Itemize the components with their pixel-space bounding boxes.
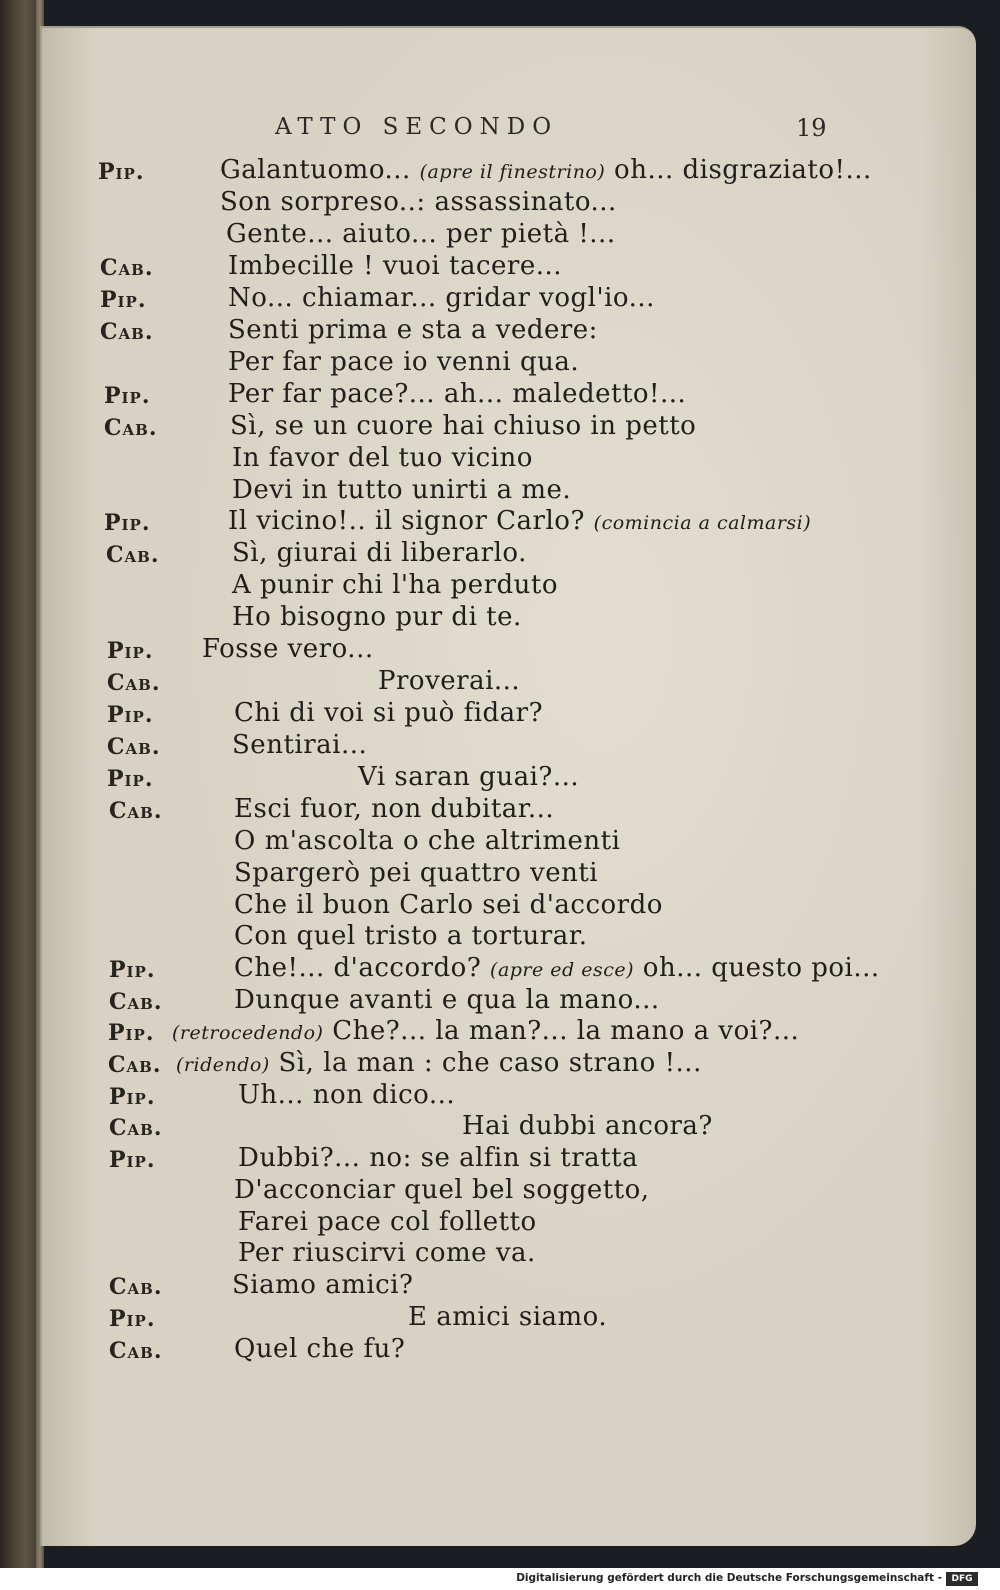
- verse-text: Con quel tristo a torturar.: [234, 921, 588, 951]
- verse-text: Dubbi?... no: se alfin si tratta: [238, 1143, 639, 1173]
- verse-line: [234, 921, 588, 951]
- verse-text: Imbecille ! vuoi tacere...: [228, 251, 563, 281]
- verse-text: oh... disgraziato!...: [605, 155, 872, 185]
- speaker-label: Pip.: [104, 510, 151, 536]
- verse-text: Galantuomo...: [220, 155, 420, 185]
- verse-text: Esci fuor, non dubitar...: [234, 794, 555, 824]
- verse-text: In favor del tuo vicino: [232, 443, 533, 473]
- verse-text: Chi di voi si può fidar?: [234, 698, 544, 728]
- verse-text: Dunque avanti e qua la mano...: [234, 985, 660, 1015]
- stage-direction: (apre ed esce): [490, 959, 635, 981]
- verse-line: [462, 1111, 713, 1141]
- verse-text: Che?... la man?... la mano a voi?...: [323, 1016, 800, 1046]
- speaker-label: Cab.: [100, 319, 154, 345]
- verse-text: E amici siamo.: [408, 1302, 608, 1332]
- verse-line: [232, 730, 367, 760]
- page-number: 19: [796, 114, 827, 142]
- verse-text: Gente... aiuto... per pietà !...: [226, 219, 616, 249]
- speaker-label: Cab.: [109, 1115, 163, 1141]
- verse-text: Hai dubbi ancora?: [462, 1111, 713, 1141]
- verse-text: Per far pace io venni qua.: [228, 347, 580, 377]
- speaker-label: Pip.: [109, 1147, 156, 1173]
- stage-direction: (ridendo): [176, 1054, 270, 1076]
- verse-line: [234, 953, 880, 983]
- verse-text: Sì, giurai di liberarlo.: [232, 538, 527, 568]
- verse-text: Farei pace col folletto: [238, 1207, 537, 1237]
- verse-line: [232, 570, 558, 600]
- verse-text: Sì, la man : che caso strano !...: [269, 1048, 702, 1078]
- verse-text: A punir chi l'ha perduto: [232, 570, 558, 600]
- verse-line: [202, 634, 374, 664]
- speaker-label: Cab.: [106, 542, 160, 568]
- speaker-label: Pip.: [107, 638, 154, 664]
- speaker-label: Pip.: [104, 383, 151, 409]
- verse-text: Quel che fu?: [234, 1334, 406, 1364]
- stage-direction: (retrocedendo): [172, 1022, 324, 1044]
- speaker-label: Pip.: [100, 287, 147, 313]
- verse-line: [220, 187, 617, 217]
- speaker-label: Pip.: [108, 1020, 155, 1046]
- verse-line: [378, 666, 520, 696]
- verse-line: [238, 1080, 455, 1110]
- verse-text: Vi saran guai?...: [358, 762, 580, 792]
- speaker-label: Cab.: [107, 670, 161, 696]
- speaker-label: Pip.: [107, 766, 154, 792]
- verse-line: [232, 475, 571, 505]
- verse-text: Per far pace?... ah... maledetto!...: [228, 379, 687, 409]
- verse-line: [234, 1334, 405, 1364]
- verse-line: [176, 1048, 702, 1078]
- verse-text: Devi in tutto unirti a me.: [232, 475, 572, 505]
- verse-text: Sì, se un cuore hai chiuso in petto: [230, 411, 697, 441]
- dfg-logo: DFG: [946, 1572, 978, 1586]
- speaker-label: Cab.: [107, 734, 161, 760]
- speaker-label: Cab.: [100, 255, 154, 281]
- verse-line: [226, 219, 616, 249]
- verse-line: [238, 1207, 537, 1237]
- stage-direction: (apre il finestrino): [419, 161, 606, 183]
- verse-text: Che!... d'accordo?: [234, 953, 491, 983]
- verse-line: [234, 826, 620, 856]
- verse-line: [220, 155, 872, 185]
- verse-line: [234, 794, 554, 824]
- speaker-label: Cab.: [109, 989, 163, 1015]
- verse-line: [232, 602, 522, 632]
- stage-direction: (comincia a calmarsi): [593, 512, 812, 534]
- speaker-label: Cab.: [109, 1274, 163, 1300]
- verse-text: Senti prima e sta a vedere:: [228, 315, 598, 345]
- verse-line: [232, 1270, 414, 1300]
- verse-text: Spargerò pei quattro venti: [234, 858, 599, 888]
- speaker-label: Pip.: [109, 1306, 156, 1332]
- speaker-label: Cab.: [109, 798, 163, 824]
- verse-line: [234, 858, 598, 888]
- verse-line: [234, 698, 543, 728]
- verse-line: [234, 985, 660, 1015]
- verse-text: D'acconciar quel bel soggetto,: [234, 1175, 650, 1205]
- verse-line: [228, 251, 562, 281]
- verse-line: [358, 762, 579, 792]
- verse-text: Il vicino!.. il signor Carlo?: [228, 506, 594, 536]
- verse-text: Che il buon Carlo sei d'accordo: [234, 890, 663, 920]
- verse-line: [234, 1175, 650, 1205]
- speaker-label: Cab.: [109, 1338, 163, 1364]
- speaker-label: Pip.: [98, 159, 145, 185]
- verse-text: Sentirai...: [232, 730, 368, 760]
- verse-line: [232, 538, 527, 568]
- verse-text: Proverai...: [378, 666, 521, 696]
- verse-line: [228, 283, 655, 313]
- speaker-label: Cab.: [104, 415, 158, 441]
- verse-text: Son sorpreso..: assassinato...: [220, 187, 617, 217]
- verse-line: [228, 379, 686, 409]
- footer-bar: [0, 1568, 1000, 1590]
- verse-line: [228, 347, 579, 377]
- verse-line: [228, 315, 598, 345]
- verse-line: [408, 1302, 607, 1332]
- footer-credit: Digitalisierung gefördert durch die Deutsche Forschungsgemeinschaft -: [516, 1572, 942, 1584]
- verse-text: Ho bisogno pur di te.: [232, 602, 522, 632]
- verse-text: O m'ascolta o che altrimenti: [234, 826, 621, 856]
- verse-line: [232, 443, 533, 473]
- verse-text: No... chiamar... gridar vogl'io...: [228, 283, 655, 313]
- verse-text: Per riuscirvi come va.: [238, 1238, 536, 1268]
- speaker-label: Cab.: [108, 1052, 162, 1078]
- verse-text: Siamo amici?: [232, 1270, 414, 1300]
- verse-line: [228, 506, 811, 536]
- verse-line: [172, 1016, 799, 1046]
- verse-text: Uh... non dico...: [238, 1080, 456, 1110]
- speaker-label: Pip.: [109, 957, 156, 983]
- verse-text: oh... questo poi...: [634, 953, 880, 983]
- running-head: ATTO SECONDO: [275, 114, 559, 140]
- verse-text: Fosse vero...: [202, 634, 374, 664]
- verse-line: [238, 1238, 536, 1268]
- speaker-label: Pip.: [109, 1084, 156, 1110]
- verse-line: [238, 1143, 638, 1173]
- verse-line: [230, 411, 696, 441]
- speaker-label: Pip.: [107, 702, 154, 728]
- verse-line: [234, 890, 663, 920]
